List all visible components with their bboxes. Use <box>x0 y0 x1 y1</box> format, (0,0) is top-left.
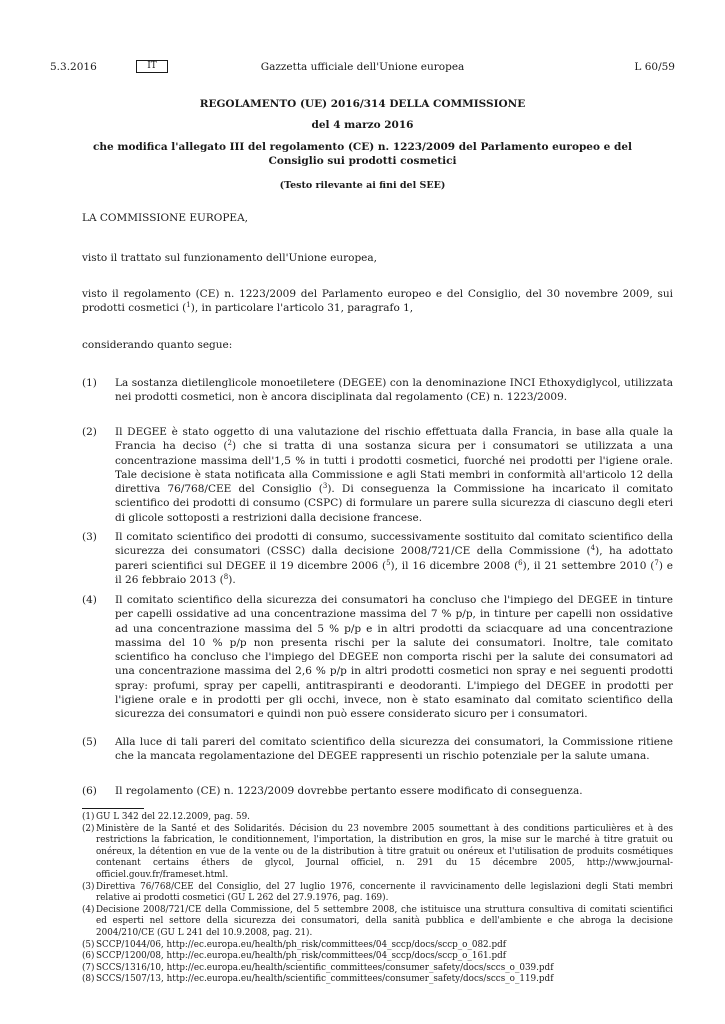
footnotes <box>82 812 673 986</box>
page-header <box>50 60 675 74</box>
footnote-ref: 8 <box>223 572 229 581</box>
footnote-text: Ministère de la Santé et des Solidarités. Décision du 23 novembre 2005 soumettant à des conditions particulières et à des restrictions la fabrication, le conditionnement, l'importation, la distribution en gros, la mise sur le marché à titre gratuit ou onéreux, la détention en vue de la vente ou de la distribution à titre gratuit ou onéreux et l'utilisation de produits cosmétiques contenant certains éthers de glycol, Journal officiel, n. 291 du 15 décembre 2005, http://www.journal-officiel.gouv.fr/frameset.html. <box>96 823 673 880</box>
citation-treaty: visto il trattato sul funzionamento dell'Unione europea, <box>82 252 377 264</box>
footnote-text: SCCP/1044/06, http://ec.europa.eu/health/ph_risk/committees/04_sccp/docs/sccp_o_082.pdf <box>96 939 506 950</box>
recital-text-part: ) che si tratta di una sostanza sicura per i consumatori se utilizzata a una concentrazione massima dell'1,5 % in tutti i prodotti cosmetici, fuorché nei prodotti per l'igiene orale. Tale decisione è stata notificata alla Commissione e agli Stati membri in conformità all'articolo 12 della direttiva 76/768/CEE del Consiglio ( <box>115 440 673 496</box>
recital-text-part: Il comitato scientifico dei prodotti di consumo, successivamente sostituito dal comitato scientifico della sicurezza dei consumatori (CSSC) dalla decisione 2008/721/CE della Commissione ( <box>115 531 673 558</box>
footnote-number: (6) <box>82 951 95 962</box>
footnote <box>82 905 673 940</box>
citation-text: ), in particolare l'articolo 31, paragrafo 1, <box>190 302 414 315</box>
footnote-ref: 3 <box>322 482 328 491</box>
recital-text-part: ), il 21 settembre 2010 ( <box>522 559 655 572</box>
footnote-text: SCCP/1200/08, http://ec.europa.eu/health/ph_risk/committees/04_sccp/docs/sccp_o_161.pdf <box>96 951 506 962</box>
footnote-number: (7) <box>82 962 95 973</box>
footnote <box>82 824 673 882</box>
recital-number: (4) <box>82 594 97 606</box>
publication-date: 5.3.2016 <box>50 61 97 73</box>
recital-text-part: Il DEGEE è stato oggetto di una valutazione del rischio effettuata dalla Francia, in base alla quale la Francia ha deciso ( <box>115 426 673 453</box>
footnote-ref: 4 <box>590 544 596 553</box>
recital-text <box>115 530 673 587</box>
recital-number: (1) <box>82 377 97 389</box>
recital-number: (6) <box>82 785 97 797</box>
footnote-number: (2) <box>82 823 95 834</box>
footnote-text: SCCS/1507/13, http://ec.europa.eu/health/scientific_committees/consumer_safety/docs/sccs_o_119.pdf <box>96 974 554 985</box>
footnote <box>82 951 673 963</box>
recital-text: La sostanza dietilenglicole monoetiletere (DEGEE) con la denominazione INCI Ethoxydiglycol, utilizzata nei prodotti cosmetici, non è ancora disciplinata dal regolamento (CE) n. 1223/2009. <box>115 377 673 404</box>
footnote <box>82 882 673 905</box>
recital <box>82 425 673 525</box>
commission-heading: LA COMMISSIONE EUROPEA, <box>82 212 249 224</box>
recital <box>82 784 673 798</box>
language-badge: IT <box>136 60 168 73</box>
footnote <box>82 974 673 986</box>
recital-text: Alla luce di tali pareri del comitato scientifico della sicurezza dei consumatori, la Commissione ritiene che la mancata regolamentazione del DEGEE rappresenti un rischio potenziale per la salute umana. <box>115 736 673 763</box>
footnote <box>82 812 673 824</box>
footnote <box>82 940 673 952</box>
footnote-number: (8) <box>82 974 95 985</box>
recital <box>82 735 673 764</box>
footnote-ref: 1 <box>186 301 191 310</box>
footnote-ref: 6 <box>518 558 523 567</box>
citation-regulation <box>82 287 673 316</box>
recital-text-part: ), ha adottato pareri scientifici sul DEGEE il 19 dicembre 2006 ( <box>115 545 673 572</box>
recital-number: (2) <box>82 426 97 438</box>
footnote-ref: 5 <box>386 558 391 567</box>
recital-text-part: ), il 16 dicembre 2008 ( <box>390 559 519 572</box>
recital <box>82 376 673 405</box>
footnote-number: (5) <box>82 939 95 950</box>
citation-text: visto il regolamento (CE) n. 1223/2009 del Parlamento europeo e del Consiglio, del 30 novembre 2009, sui prodotti cosmetici ( <box>82 288 673 315</box>
footnote-text: GU L 342 del 22.12.2009, pag. 59. <box>96 812 250 822</box>
page-number: L 60/59 <box>634 61 675 73</box>
recital-text-part: ). <box>228 573 236 586</box>
footnote-number: (3) <box>82 881 95 892</box>
footnote-number: (1) <box>82 812 95 822</box>
footnote-ref: 7 <box>654 558 659 567</box>
journal-name: Gazzetta ufficiale dell'Unione europea <box>260 61 465 73</box>
whereas-intro: considerando quanto segue: <box>82 339 233 351</box>
footnote-divider <box>82 808 144 809</box>
recital-text: Il comitato scientifico della sicurezza dei consumatori ha concluso che l'impiego del DEGEE in tinture per capelli ossidative ad una concentrazione massima del 7 % p/p, in tinture per capelli non ossidative ad una concentrazione massima del 5 % p/p e in altri prodotti da sciacquare ad una concentrazione massima del 10 % p/p non presenta rischi per la salute dei consumatori. Inoltre, tale comitato scientifico ha concluso che l'impiego del DEGEE non comporta rischi per la salute dei consumatori ad una concentrazione massima del 2,6 % p/p in altri prodotti cosmetici non spray e nei seguenti prodotti spray: profumi, spray per capelli, antitraspiranti e deodoranti. L'impiego del DEGEE in prodotti per l'igiene orale e in prodotti per gli occhi, invece, non è stato esaminato dal comitato scientifico della sicurezza dei consumatori e quindi non può essere considerato sicuro per i consumatori. <box>115 594 673 721</box>
recital-text-part: ). Di conseguenza la Commissione ha incaricato il comitato scientifico dei prodotti di consumo (CSPC) di formulare un parere sulla sicurezza di ciascuno degli eteri di glicole sottoposti a restrizioni dalla decisione francese. <box>115 483 673 524</box>
regulation-title: REGOLAMENTO (UE) 2016/314 DELLA COMMISSIONE <box>199 98 526 110</box>
footnote-number: (4) <box>82 904 95 915</box>
recital-text-part: ) e il 26 febbraio 2013 ( <box>115 559 673 586</box>
recital <box>82 530 673 587</box>
footnote-ref: 2 <box>227 439 232 448</box>
recital-text: Il regolamento (CE) n. 1223/2009 dovrebbe pertanto essere modificato di conseguenza. <box>115 785 583 797</box>
footnote <box>82 963 673 975</box>
recital <box>82 593 673 722</box>
recital-number: (3) <box>82 531 97 543</box>
recital-number: (5) <box>82 736 97 748</box>
eea-relevance: (Testo rilevante ai fini del SEE) <box>279 180 446 191</box>
footnote-text: Direttiva 76/768/CEE del Consiglio, del 27 luglio 1976, concernente il ravvicinamento delle legislazioni degli Stati membri relative ai prodotti cosmetici (GU L 262 del 27.9.1976, pag. 169). <box>96 881 673 904</box>
footnote-text: Decisione 2008/721/CE della Commissione, del 5 settembre 2008, che istituisce una struttura consultiva di comitati scientifici ed esperti nel settore della sicurezza dei consumatori, della sanità pubblica e dell'ambiente e che abroga la decisione 2004/210/CE (GU L 241 del 10.9.2008, pag. 21). <box>96 904 673 938</box>
regulation-date: del 4 marzo 2016 <box>311 119 414 131</box>
footnote-text: SCCS/1316/10, http://ec.europa.eu/health/scientific_committees/consumer_safety/docs/sccs_o_039.pdf <box>96 962 554 973</box>
recital-text <box>115 425 673 525</box>
regulation-subject: che modifica l'allegato III del regolamento (CE) n. 1223/2009 del Parlamento europeo e del Consiglio sui prodotti cosmetici <box>92 141 632 167</box>
